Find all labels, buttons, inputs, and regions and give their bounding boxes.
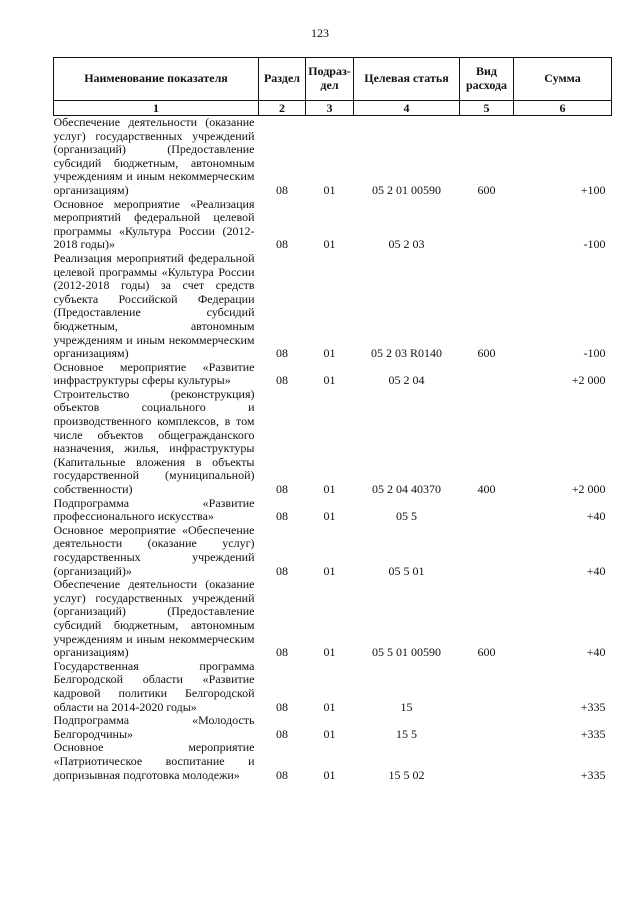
table-row: [54, 741, 612, 782]
row-expense-type: [460, 524, 514, 578]
row-amount: +40: [586, 645, 606, 660]
row-target: 05 2 03: [388, 237, 425, 252]
column-number-row: [54, 101, 612, 116]
table-row: [54, 252, 612, 361]
row-name: Основное мероприятие «Развитие инфраструктуры сферы культуры»: [53, 359, 255, 388]
row-expense-type: 600: [477, 182, 496, 197]
row-name: Реализация мероприятий федеральной целевой программы «Культура России (2012-2018 годы) за счет средств субъекта Российской Федерации (Предоставление субсидий бюджетным, автономным учреждениям и иным некоммерческим организациям): [53, 250, 255, 361]
table-row: [54, 361, 612, 388]
row-expense-type: [460, 198, 514, 252]
row-expense-type: [460, 497, 514, 524]
row-subsection: 01: [323, 346, 336, 361]
row-expense-type: [460, 714, 514, 741]
page-number: 123: [311, 26, 329, 40]
row-target: 15: [400, 699, 413, 714]
table-row: [54, 388, 612, 497]
row-target: 05 5: [396, 509, 417, 524]
row-subsection: 01: [323, 237, 336, 252]
row-amount: +335: [580, 767, 606, 782]
header-subsection: Подраз-дел: [306, 58, 354, 101]
row-name: Строительство (реконструкция) объектов социального и производственного комплексов, в том числе объектов общегражданского назначения, жилья, инфраструктуры (Капитальные вложения в объекты государственной (муниципальной) собственности): [53, 386, 255, 497]
row-name: Основное мероприятие «Патриотическое воспитание и допризывная подготовка молодежи»: [53, 740, 255, 782]
row-name: Основное мероприятие «Реализация мероприятий федеральной целевой программы «Культура России (2012-2018 годы)»: [53, 196, 255, 252]
row-section: 08: [276, 767, 288, 782]
row-subsection: 01: [323, 563, 336, 578]
budget-table: [53, 57, 612, 782]
table-row: [54, 497, 612, 524]
row-amount: +335: [580, 726, 606, 741]
row-target: 05 2 03 R0140: [370, 346, 442, 361]
row-expense-type: 600: [477, 645, 496, 660]
row-section: 08: [276, 373, 288, 388]
header-target: Целевая статья: [354, 58, 460, 101]
column-number: 5: [460, 101, 514, 116]
row-section: 08: [276, 182, 288, 197]
row-target: 05 5 01: [388, 563, 425, 578]
row-section: 08: [276, 482, 288, 497]
row-name: Подпрограмма «Развитие профессионального искусства»: [53, 495, 255, 524]
row-name: Государственная программа Белгородской области «Развитие кадровой политики Белгородской области на 2014-2020 годы»: [53, 658, 255, 714]
table-row: [54, 198, 612, 252]
row-amount: +335: [580, 699, 606, 714]
table-row: [54, 524, 612, 578]
column-number: 3: [306, 101, 354, 116]
row-target: 15 5 02: [388, 767, 425, 782]
column-number: 2: [259, 101, 306, 116]
row-subsection: 01: [323, 373, 336, 388]
row-target: 05 5 01 00590: [372, 645, 441, 660]
row-amount: +40: [586, 563, 606, 578]
row-name: Обеспечение деятельности (оказание услуг) государственных учреждений (организаций) (Предоставление субсидий бюджетным, автономным учреждениям и иным некоммерческим организациям): [53, 577, 255, 660]
row-subsection: 01: [323, 726, 336, 741]
row-name: Основное мероприятие «Обеспечение деятельности (оказание услуг) государственных учреждений (организаций)»: [53, 522, 255, 578]
row-subsection: 01: [323, 767, 336, 782]
row-target: 05 2 01 00590: [372, 182, 441, 197]
row-expense-type: [460, 361, 514, 388]
row-name: Подпрограмма «Молодость Белгородчины»: [53, 713, 255, 741]
column-number: 4: [354, 101, 460, 116]
header-expense-type: Вид расхода: [460, 58, 514, 101]
row-amount: -100: [583, 346, 606, 361]
row-target: 05 2 04 40370: [372, 482, 441, 497]
row-subsection: 01: [323, 482, 336, 497]
table-header-row: [54, 58, 612, 101]
row-subsection: 01: [323, 699, 336, 714]
row-expense-type: [460, 741, 514, 782]
row-section: 08: [276, 645, 288, 660]
header-name: Наименование показателя: [54, 58, 259, 101]
table-row: [54, 714, 612, 741]
row-section: 08: [276, 346, 288, 361]
table-row: [54, 660, 612, 714]
row-section: 08: [276, 699, 288, 714]
header-section: Раздел: [259, 58, 306, 101]
row-target: 15 5: [396, 726, 417, 741]
row-subsection: 01: [323, 645, 336, 660]
column-number: 1: [54, 101, 259, 116]
row-amount: -100: [583, 237, 606, 252]
row-section: 08: [276, 237, 288, 252]
row-section: 08: [276, 509, 288, 524]
row-amount: +2 000: [571, 373, 606, 388]
table-row: [54, 116, 612, 198]
row-name: Обеспечение деятельности (оказание услуг) государственных учреждений (организаций) (Предоставление субсидий бюджетным, автономным учреждениям и иным некоммерческим организациям): [53, 115, 255, 197]
row-amount: +100: [580, 182, 606, 197]
row-subsection: 01: [323, 182, 336, 197]
row-expense-type: [460, 660, 514, 714]
header-amount: Сумма: [514, 58, 612, 101]
column-number: 6: [514, 101, 612, 116]
row-subsection: 01: [323, 509, 336, 524]
row-amount: +2 000: [571, 482, 606, 497]
row-section: 08: [276, 563, 288, 578]
row-target: 05 2 04: [388, 373, 425, 388]
row-expense-type: 600: [477, 346, 496, 361]
table-row: [54, 578, 612, 660]
row-section: 08: [276, 726, 288, 741]
row-expense-type: 400: [477, 482, 496, 497]
row-amount: +40: [586, 509, 606, 524]
